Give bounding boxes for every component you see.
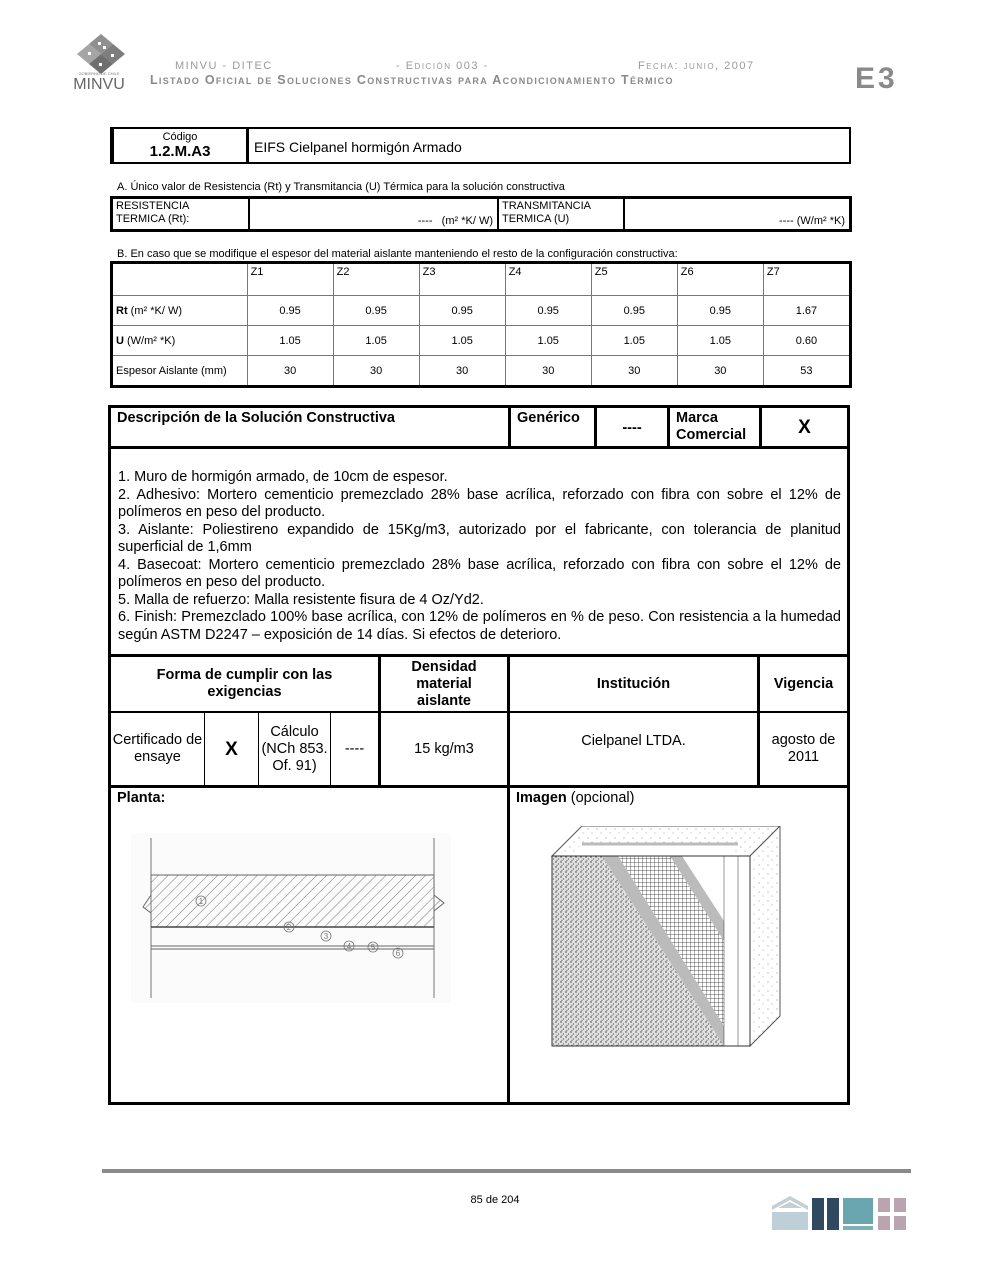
zone-header: Z3 (419, 263, 505, 296)
rt-label-cell (113, 199, 250, 229)
vigencia-header: Vigencia (773, 675, 834, 692)
table-cell: 0.95 (247, 296, 333, 326)
certificado-mark: X (205, 713, 259, 785)
header-date: Fecha: junio, 2007 (638, 60, 755, 72)
zone-header: Z6 (677, 263, 763, 296)
plan-title (117, 790, 165, 806)
table-cell: 1.05 (247, 326, 333, 356)
drawings-row (111, 788, 847, 1105)
table-row-espesor (112, 356, 851, 387)
zone-table (110, 261, 852, 388)
solution-code-box (110, 127, 851, 164)
plan-cell (111, 788, 510, 1105)
u-label-line1: TRANSMITANCIA (502, 200, 592, 212)
single-value-table (110, 196, 852, 232)
table-cell: 1.05 (419, 326, 505, 356)
header-edition: - Edición 003 - (396, 60, 489, 72)
row-label-unit: (m² *K/ W) (127, 304, 182, 317)
rt-unit: (m² *K/ W) (441, 215, 493, 227)
table-cell: 0.95 (333, 296, 419, 326)
callout-2: 2 (286, 923, 292, 932)
table-cell: 0.95 (591, 296, 677, 326)
brand-value: X (798, 417, 811, 438)
footer-emblem-icon (770, 1196, 910, 1230)
isometric-wall-image (550, 826, 785, 1051)
compliance-header (111, 657, 847, 713)
logo-org-text: GOBIERNO DE CHILE (78, 71, 120, 76)
table-cell: 53 (763, 356, 850, 387)
zone-header: Z5 (591, 263, 677, 296)
u-value-unit (779, 215, 845, 227)
zone-header: Z1 (247, 263, 333, 296)
row-label (112, 356, 248, 387)
callout-4: 4 (346, 942, 352, 951)
densidad-header: Densidad material aislante (381, 657, 510, 711)
institucion-value: Cielpanel LTDA. (510, 713, 760, 785)
rt-value-unit (418, 215, 493, 227)
section-b-label: B. En caso que se modifique el espesor del material aislante manteniendo el resto de la configuración constructiva: (117, 248, 678, 260)
code-cell (112, 129, 249, 162)
section-code: E3 (855, 62, 898, 95)
table-cell: 30 (505, 356, 591, 387)
description-header (111, 408, 847, 449)
logo-name-text: MINVU (73, 76, 125, 93)
table-cell: 30 (677, 356, 763, 387)
header-org: MINVU - DITEC (175, 60, 273, 72)
footer-logo (770, 1196, 910, 1230)
footer-divider (102, 1169, 911, 1173)
code-value: 1.2.M.A3 (149, 143, 211, 160)
row-label-text: Espesor Aislante (mm) (116, 364, 227, 377)
table-cell: 1.67 (763, 296, 850, 326)
table-cell: 1.05 (505, 326, 591, 356)
row-label-bold: Rt (116, 304, 128, 317)
calculo-label: Cálculo (NCh 853. Of. 91) (259, 713, 331, 785)
callout-1: 1 (198, 897, 204, 906)
header-title: Listado Oficial de Soluciones Constructivas para Acondicionamiento Térmico (150, 73, 674, 87)
list-item: 5. Malla de refuerzo: Malla resistente fisura de 4 Oz/Yd2. (118, 591, 484, 608)
generic-label: Genérico (511, 408, 597, 446)
table-cell: 0.95 (419, 296, 505, 326)
description-list (111, 449, 847, 657)
table-cell: 1.05 (591, 326, 677, 356)
callout-3: 3 (323, 932, 329, 941)
zone-header-row (112, 263, 851, 296)
code-label: Código (162, 131, 198, 143)
table-row-rt (112, 296, 851, 326)
table-cell: 30 (419, 356, 505, 387)
rt-label-line2: TERMICA (Rt): (116, 213, 190, 225)
certificado-label: Certificado de ensaye (111, 713, 205, 785)
table-cell: 1.05 (333, 326, 419, 356)
institucion-header: Institución (510, 657, 760, 711)
description-block (108, 405, 850, 1105)
callout-6: 6 (395, 949, 401, 958)
u-label-cell (499, 199, 625, 229)
image-title-rest: (opcional) (566, 790, 635, 806)
densidad-value: 15 kg/m3 (381, 713, 510, 785)
plan-title-text: Planta: (117, 790, 166, 806)
table-cell: 0.95 (505, 296, 591, 326)
rt-value: ---- (417, 215, 433, 227)
vigencia-value: agosto de 2011 (771, 732, 836, 765)
image-title (516, 790, 634, 806)
brand-label (670, 408, 762, 446)
zone-header: Z2 (333, 263, 419, 296)
zone-header: Z4 (505, 263, 591, 296)
table-cell: 0.60 (763, 326, 850, 356)
callout-5: 5 (370, 943, 376, 952)
empty-header-cell (112, 263, 248, 296)
u-value: ---- (779, 215, 794, 227)
generic-value: ---- (597, 408, 670, 446)
table-cell: 0.95 (677, 296, 763, 326)
brand-label-line1: Marca (676, 410, 718, 426)
image-cell (510, 788, 847, 1105)
rt-label-line1: RESISTENCIA (116, 200, 190, 212)
solution-name: EIFS Cielpanel hormigón Armado (254, 139, 462, 155)
row-label-bold: U (116, 334, 124, 347)
plan-section-drawing (131, 833, 451, 1003)
calculo-mark: ---- (331, 713, 381, 785)
row-label (112, 296, 248, 326)
row-label (112, 326, 248, 356)
image-title-bold: Imagen (516, 790, 567, 806)
zone-header: Z7 (763, 263, 850, 296)
list-item: 3. Aislante: Poliestireno expandido de 15Kg/m3, autorizado por el fabricante, con tolerancia de planitud superficial de 1,6mm (118, 521, 841, 555)
u-label-line2: TERMICA (U) (502, 213, 570, 225)
u-value-cell (625, 199, 849, 229)
compliance-row (111, 713, 847, 788)
list-item: 4. Basecoat: Mortero cementicio premezclado 28% base acrílica, reforzado con fibra con sobre el 12% de polímeros en peso del producto. (118, 556, 841, 590)
list-item: 1. Muro de hormigón armado, de 10cm de espesor. (118, 469, 448, 485)
list-item: 6. Finish: Premezclado 100% base acrílica, con 12% de polímeros en % de peso. Con resistencia a la humedad según ASTM D2247 – exposición de 14 días. Si efectos de deterioro. (118, 609, 841, 643)
forma-header: Forma de cumplir con las exigencias (111, 657, 381, 711)
description-title: Descripción de la Solución Constructiva (111, 408, 511, 446)
page-number: 85 de 204 (470, 1194, 520, 1206)
list-item: 2. Adhesivo: Mortero cementicio premezclado 28% base acrílica, reforzado con fibra con sobre el 12% de polímeros en peso del producto. (118, 486, 841, 520)
rt-value-cell (250, 199, 499, 229)
u-unit: (W/m² *K) (796, 215, 845, 227)
table-cell: 30 (247, 356, 333, 387)
row-label-unit: (W/m² *K) (123, 334, 176, 347)
table-row-u (112, 326, 851, 356)
table-cell: 1.05 (677, 326, 763, 356)
table-cell: 30 (591, 356, 677, 387)
section-a-label: A. Único valor de Resistencia (Rt) y Transmitancia (U) Térmica para la solución constructiva (117, 181, 565, 193)
table-cell: 30 (333, 356, 419, 387)
brand-label-line2: Comercial (676, 427, 747, 443)
